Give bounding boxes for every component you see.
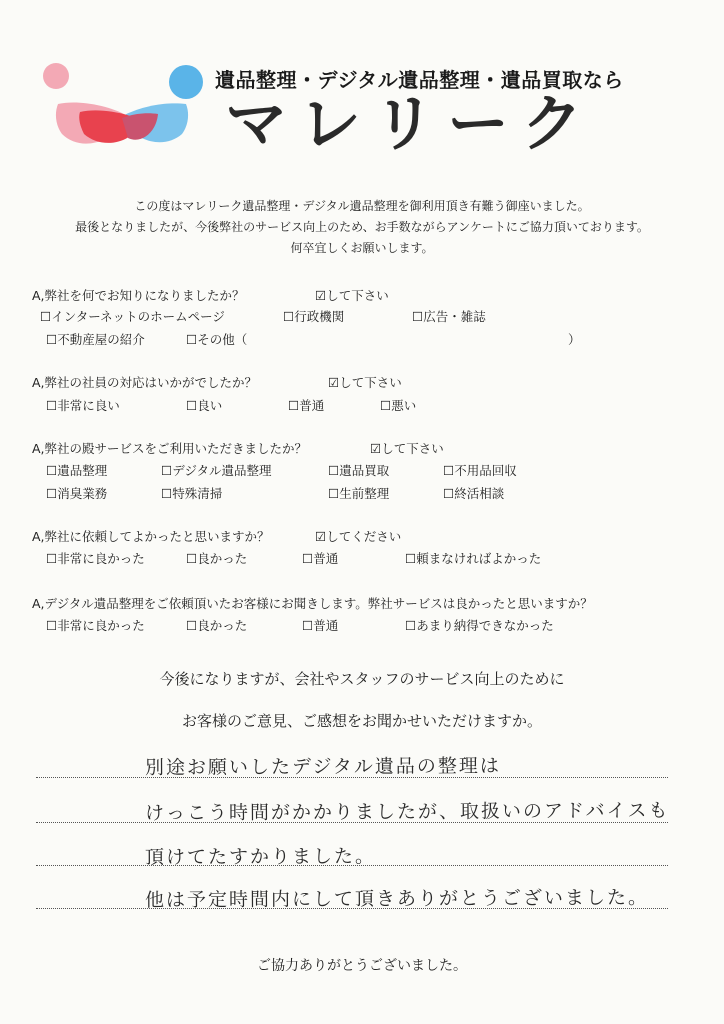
checkbox-icon[interactable]: ☐ <box>46 398 58 413</box>
option-estate-cleanup[interactable]: ☐遺品整理 <box>46 463 108 478</box>
checkbox-icon[interactable]: ☐ <box>302 551 314 566</box>
checkbox-icon[interactable]: ☐ <box>186 618 198 633</box>
intro-text <box>0 196 724 259</box>
option-good[interactable]: ☐良かった <box>186 551 248 566</box>
question-label: A,弊社に依頼してよかったと思いますか？ <box>32 529 270 544</box>
checkbox-icon[interactable]: ☐ <box>288 398 300 413</box>
comment-rule-line <box>36 822 668 823</box>
intro-line: この度はマレリーク遺品整理・デジタル遺品整理を御利用頂き有難う御座いました。 <box>134 199 590 213</box>
checkbox-icon[interactable]: ☐ <box>46 332 58 347</box>
feedback-prompt-line: 今後になりますが、会社やスタッフのサービス向上のために <box>159 670 565 688</box>
checkbox-checked-icon: ☑ <box>370 441 382 456</box>
option-junk-removal[interactable]: ☐不用品回収 <box>443 463 517 478</box>
option-bad[interactable]: ☐悪い <box>380 398 417 413</box>
closing-thanks: ご協力ありがとうございました。 <box>257 958 467 974</box>
other-close-paren: ） <box>568 332 581 347</box>
tagline: 遺品整理・デジタル遺品整理・遺品買取なら <box>215 68 624 92</box>
option-special-cleaning[interactable]: ☐特殊清掃 <box>161 486 223 501</box>
checkbox-icon[interactable]: ☐ <box>46 618 58 633</box>
option-other[interactable]: ☐その他（ <box>186 332 248 347</box>
marereek-logo-icon <box>36 60 206 160</box>
check-instruction: ☑して下さい <box>315 288 389 303</box>
checkbox-icon[interactable]: ☐ <box>161 463 173 478</box>
handwritten-comment-line: 他は予定時間内にして頂きありがとうございました。 <box>144 886 650 912</box>
intro-line: 最後となりましたが、今後弊社のサービス向上のため、お手数ながらアンケートにご協力頂いております。 <box>75 220 649 234</box>
handwritten-comment-line: けっこう時間がかかりましたが、取扱いのアドバイスも <box>144 799 670 825</box>
option-normal[interactable]: ☐普通 <box>288 398 325 413</box>
checkbox-icon[interactable]: ☐ <box>412 309 424 324</box>
checkbox-icon[interactable]: ☐ <box>186 398 198 413</box>
option-very-good[interactable]: ☐非常に良かった <box>46 551 145 566</box>
comment-rule-line <box>36 777 668 778</box>
checkbox-icon[interactable]: ☐ <box>186 551 198 566</box>
checkbox-icon[interactable]: ☐ <box>328 463 340 478</box>
checkbox-checked-icon: ☑ <box>328 375 340 390</box>
option-homepage[interactable]: ☐インターネットのホームページ <box>40 309 225 324</box>
checkbox-icon[interactable]: ☐ <box>443 463 455 478</box>
option-estate-purchase[interactable]: ☐遺品買取 <box>328 463 390 478</box>
brand-name: マレリーク <box>225 87 596 160</box>
option-normal[interactable]: ☐普通 <box>302 551 339 566</box>
checkbox-icon[interactable]: ☐ <box>405 618 417 633</box>
question-label: A,弊社の社員の対応はいかがでしたか？ <box>32 375 258 390</box>
question-staff-response <box>32 373 402 391</box>
checkbox-icon[interactable]: ☐ <box>380 398 392 413</box>
option-not-satisfied[interactable]: ☐あまり納得できなかった <box>405 618 554 633</box>
checkbox-icon[interactable]: ☐ <box>161 486 173 501</box>
checkbox-checked-icon: ☑ <box>315 529 327 544</box>
option-digital-estate[interactable]: ☐デジタル遺品整理 <box>161 463 272 478</box>
question-label: A,弊社の殿サービスをご利用いただきましたか？ <box>32 441 308 456</box>
question-label: A,弊社を何でお知りになりましたか？ <box>32 288 245 303</box>
checkbox-icon[interactable]: ☐ <box>46 486 58 501</box>
option-normal[interactable]: ☐普通 <box>302 618 339 633</box>
checkbox-checked-icon: ☑ <box>315 288 327 303</box>
option-government[interactable]: ☐行政機関 <box>283 309 345 324</box>
option-realestate[interactable]: ☐不動産屋の紹介 <box>46 332 145 347</box>
question-service-used <box>32 439 444 457</box>
option-good[interactable]: ☐良かった <box>186 618 248 633</box>
comment-rule-line <box>36 908 668 909</box>
intro-line: 何卒宜しくお願いします。 <box>290 241 434 255</box>
option-very-good[interactable]: ☐非常に良い <box>46 398 120 413</box>
question-digital-satisfaction <box>32 594 593 612</box>
checkbox-icon[interactable]: ☐ <box>186 332 198 347</box>
check-instruction: ☑して下さい <box>328 375 402 390</box>
checkbox-icon[interactable]: ☐ <box>46 463 58 478</box>
feedback-prompt-line: お客様のご意見、ご感想をお聞かせいただけますか。 <box>181 712 542 730</box>
question-how-found <box>32 286 389 304</box>
check-instruction: ☑して下さい <box>370 441 444 456</box>
option-regret[interactable]: ☐頼まなければよかった <box>405 551 542 566</box>
option-good[interactable]: ☐良い <box>186 398 223 413</box>
option-pre-death-cleanup[interactable]: ☐生前整理 <box>328 486 390 501</box>
checkbox-icon[interactable]: ☐ <box>328 486 340 501</box>
handwritten-comment-line: 別途お願いしたデジタル遺品の整理は <box>144 755 501 779</box>
question-satisfaction <box>32 527 402 545</box>
checkbox-icon[interactable]: ☐ <box>405 551 417 566</box>
checkbox-icon[interactable]: ☐ <box>40 309 52 324</box>
comment-rule-line <box>36 865 668 866</box>
handwritten-comment-line: 頂けてたすかりました。 <box>144 845 377 869</box>
check-instruction: ☑してください <box>315 529 402 544</box>
checkbox-icon[interactable]: ☐ <box>46 551 58 566</box>
option-advertising[interactable]: ☐広告・雑誌 <box>412 309 486 324</box>
option-end-of-life-consult[interactable]: ☐終活相談 <box>443 486 505 501</box>
checkbox-icon[interactable]: ☐ <box>443 486 455 501</box>
checkbox-icon[interactable]: ☐ <box>302 618 314 633</box>
checkbox-icon[interactable]: ☐ <box>283 309 295 324</box>
option-very-good[interactable]: ☐非常に良かった <box>46 618 145 633</box>
option-deodorize[interactable]: ☐消臭業務 <box>46 486 108 501</box>
question-label: A,デジタル遺品整理をご依頼頂いたお客様にお聞きします。弊社サービスは良かったと思いますか？ <box>32 596 593 611</box>
